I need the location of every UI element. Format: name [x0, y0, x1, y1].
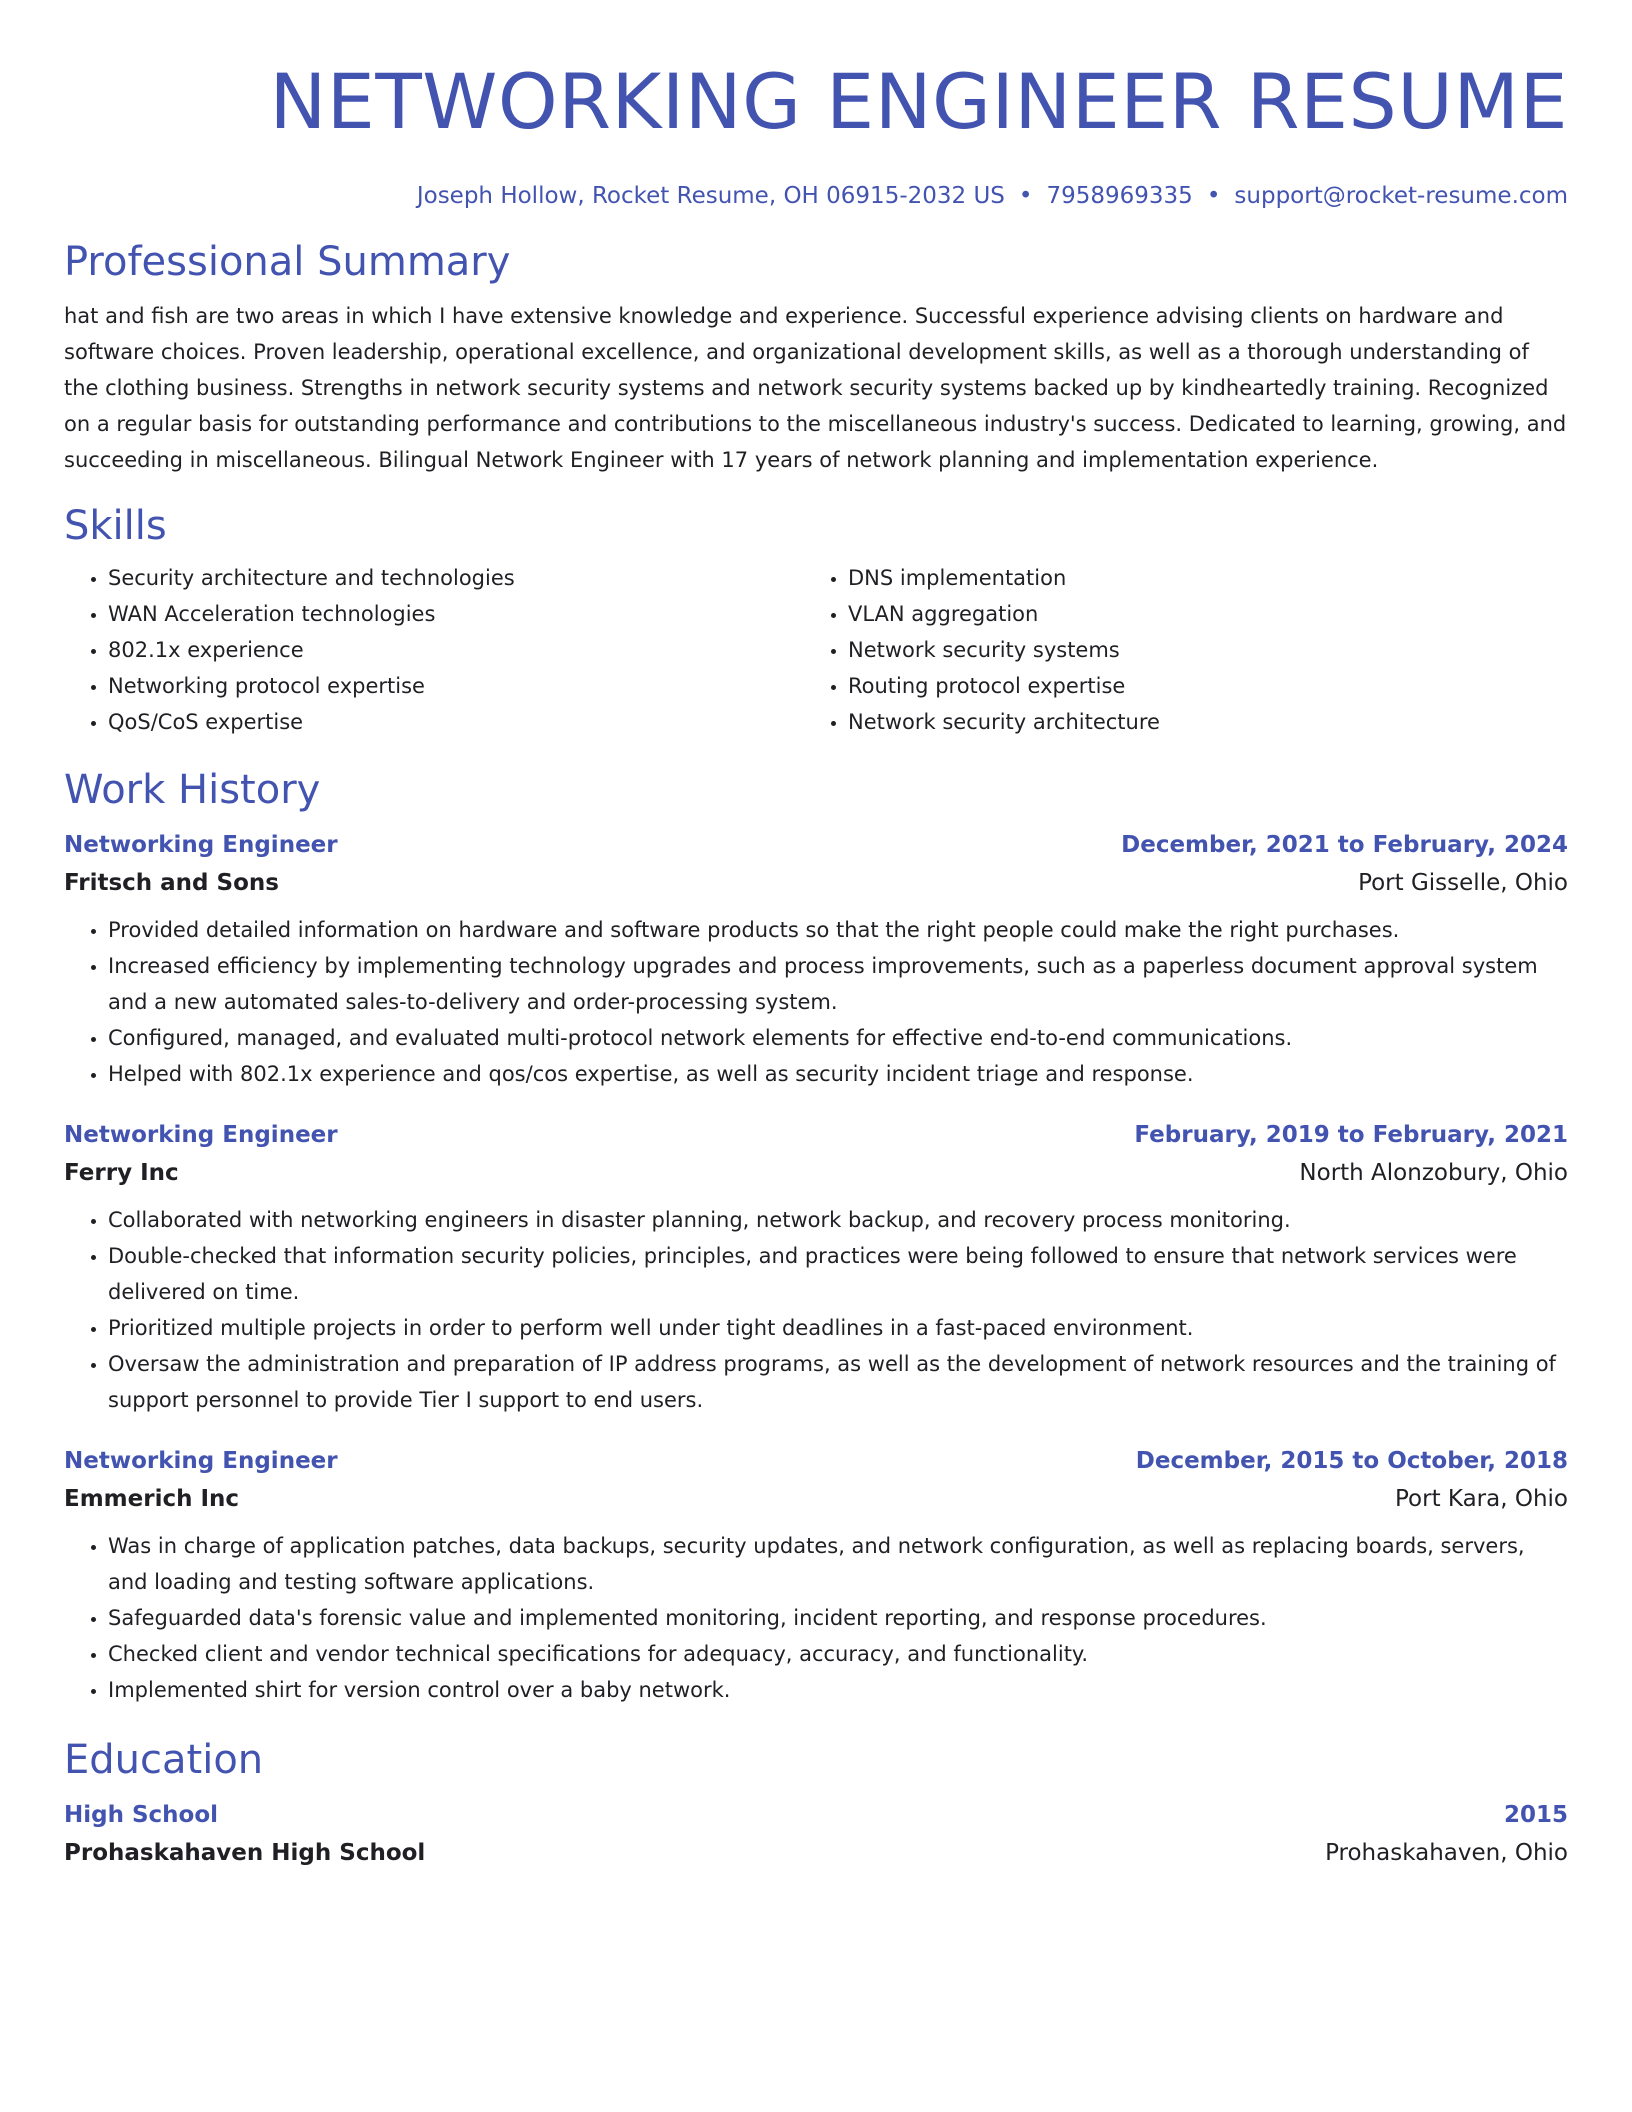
job-dates: February, 2019 to February, 2021 — [1134, 1122, 1568, 1148]
job-location: Port Gisselle, Ohio — [1358, 870, 1568, 896]
job-company-row — [64, 1480, 1568, 1518]
job-entry — [64, 826, 1568, 1092]
job-bullets — [64, 912, 1568, 1092]
job-bullet: • Prioritized multiple projects in order to perform well under tight deadlines in a fast-paced environment. — [108, 1310, 1568, 1346]
contact-separator: • — [1206, 183, 1221, 209]
skill-item: • Network security architecture — [848, 704, 1564, 740]
job-title: Networking Engineer — [64, 832, 338, 858]
job-bullet: • Double-checked that information security policies, principles, and practices were being followed to ensure that network services were delivered on time. — [108, 1238, 1568, 1310]
job-header-row — [64, 826, 1568, 864]
education-year: 2015 — [1503, 1802, 1568, 1828]
job-title: Networking Engineer — [64, 1122, 338, 1148]
skills-list — [64, 560, 1568, 740]
education-degree: High School — [64, 1802, 219, 1828]
education-school-row — [64, 1834, 1568, 1872]
job-bullet: • Checked client and vendor technical specifications for adequacy, accuracy, and functionality. — [108, 1636, 1568, 1672]
job-header-row — [64, 1442, 1568, 1480]
job-bullet: • Oversaw the administration and preparation of IP address programs, as well as the development of network resources and the training of support personnel to provide Tier I support to end users. — [108, 1346, 1568, 1418]
job-dates: December, 2021 to February, 2024 — [1121, 832, 1568, 858]
job-bullet: • Increased efficiency by implementing technology upgrades and process improvements, such as a paperless document approval system and a new automated sales-to-delivery and order-processing system. — [108, 948, 1568, 1020]
job-company-row — [64, 864, 1568, 902]
work-history-heading: Work History — [64, 767, 321, 813]
resume-title: NETWORKING ENGINEER RESUME — [269, 57, 1568, 146]
job-bullet: • Configured, managed, and evaluated multi-protocol network elements for effective end-to-end communications. — [108, 1020, 1568, 1056]
job-bullets — [64, 1528, 1568, 1708]
skill-item: • Networking protocol expertise — [108, 668, 804, 704]
education-entry — [64, 1796, 1568, 1872]
education-header-row — [64, 1796, 1568, 1834]
job-bullet: • Implemented shirt for version control over a baby network. — [108, 1672, 1568, 1708]
skills-heading: Skills — [64, 503, 167, 549]
contact-email: support@rocket-resume.com — [1234, 183, 1568, 209]
job-bullet: • Provided detailed information on hardware and software products so that the right people could make the right purchases. — [108, 912, 1568, 948]
contact-phone: 7958969335 — [1046, 183, 1193, 209]
skill-item: • Routing protocol expertise — [848, 668, 1564, 704]
skill-item: • 802.1x experience — [108, 632, 804, 668]
skill-item: • QoS/CoS expertise — [108, 704, 804, 740]
job-company: Fritsch and Sons — [64, 870, 279, 896]
skill-item: • DNS implementation — [848, 560, 1564, 596]
job-bullet: • Collaborated with networking engineers in disaster planning, network backup, and recovery process monitoring. — [108, 1202, 1568, 1238]
job-bullets — [64, 1202, 1568, 1418]
skill-item: • Security architecture and technologies — [108, 560, 804, 596]
job-bullet: • Was in charge of application patches, data backups, security updates, and network configuration, as well as replacing boards, servers, and loading and testing software applications. — [108, 1528, 1568, 1600]
contact-separator: • — [1018, 183, 1033, 209]
education-location: Prohaskahaven, Ohio — [1325, 1840, 1568, 1866]
contact-address: Joseph Hollow, Rocket Resume, OH 06915-2032 US — [416, 183, 1005, 209]
job-company-row — [64, 1154, 1568, 1192]
job-bullet: • Helped with 802.1x experience and qos/cos expertise, as well as security incident triage and response. — [108, 1056, 1568, 1092]
summary-heading: Professional Summary — [64, 239, 511, 285]
education-school: Prohaskahaven High School — [64, 1840, 426, 1866]
skill-item: • Network security systems — [848, 632, 1564, 668]
skills-column-left — [64, 560, 804, 740]
education-heading: Education — [64, 1737, 264, 1783]
contact-line — [64, 180, 1568, 212]
skill-item: • VLAN aggregation — [848, 596, 1564, 632]
summary-text: hat and fish are two areas in which I have extensive knowledge and experience. Successful experience advising clients on hardware and software choices. Proven leadership, operational excellence, and organizational development skills, as well as a thorough understanding of the clothing business. Strengths in network security systems and network security systems backed up by kindheartedly training. Recognized on a regular basis for outstanding performance and contributions to the miscellaneous industry's success. Dedicated to learning, growing, and succeeding in miscellaneous. Bilingual Network Engineer with 17 years of network planning and implementation experience. — [64, 304, 1567, 472]
job-company: Emmerich Inc — [64, 1486, 240, 1512]
job-bullet: • Safeguarded data's forensic value and implemented monitoring, incident reporting, and response procedures. — [108, 1600, 1568, 1636]
skills-column-right — [804, 560, 1564, 740]
job-location: North Alonzobury, Ohio — [1299, 1160, 1568, 1186]
job-title: Networking Engineer — [64, 1448, 338, 1474]
job-entry — [64, 1116, 1568, 1418]
job-dates: December, 2015 to October, 2018 — [1135, 1448, 1568, 1474]
job-location: Port Kara, Ohio — [1395, 1486, 1568, 1512]
job-entry — [64, 1442, 1568, 1708]
job-company: Ferry Inc — [64, 1160, 179, 1186]
job-header-row — [64, 1116, 1568, 1154]
skill-item: • WAN Acceleration technologies — [108, 596, 804, 632]
